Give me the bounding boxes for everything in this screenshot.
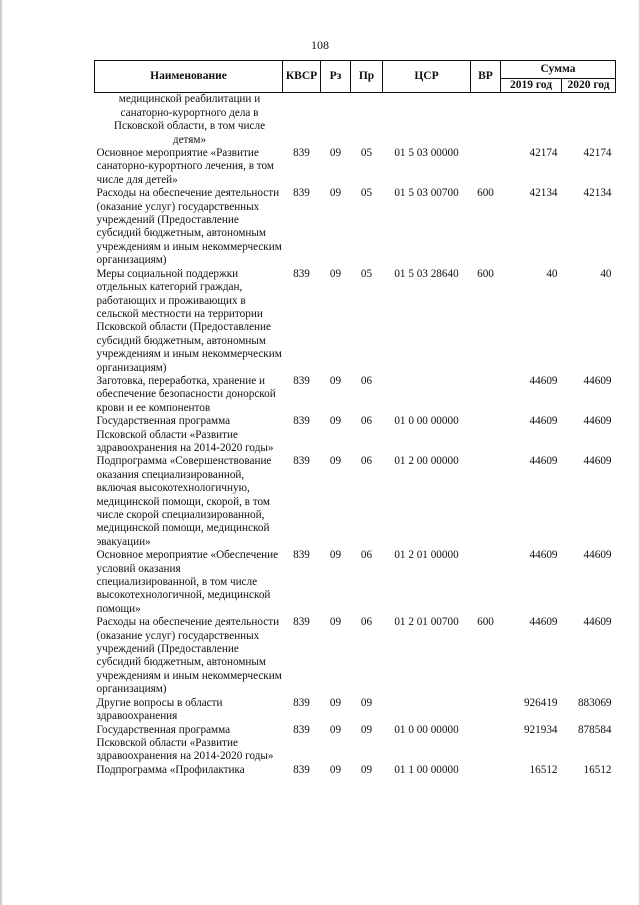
cell-sum-2019: 44609 — [529, 616, 558, 629]
cell-pr: 06 — [360, 549, 373, 562]
cell-sum-2019: 921934 — [523, 723, 558, 736]
cell-kvsr: 839 — [293, 147, 310, 160]
cell-csr: 01 0 00 00000 — [394, 415, 459, 428]
table-row — [95, 724, 616, 764]
cell-vr: 600 — [477, 187, 494, 200]
cell-sum-2019: 44609 — [529, 415, 558, 428]
cell-sum-2019: 926419 — [523, 696, 558, 709]
cell-vr: 600 — [477, 616, 494, 629]
header-pr: Пр — [351, 61, 383, 93]
header-sum: Сумма — [501, 61, 616, 79]
cell-pr: 06 — [360, 415, 373, 428]
table-row — [95, 268, 616, 375]
header-year-2019: 2019 год — [501, 79, 562, 93]
cell-pr: 06 — [360, 455, 373, 468]
cell-rz — [321, 93, 351, 147]
table-row — [95, 415, 616, 455]
table-row — [95, 764, 616, 777]
cell-name: Меры социальной поддержки отдельных категорий граждан, работающих и проживающих в сельской местности на территории Псковской области (Предоставление субсидий бюджетным, автономным учреждениям и иным некоммерческим организациям) — [96, 267, 282, 374]
cell-vr — [471, 375, 501, 415]
header-name: Наименование — [95, 61, 283, 93]
cell-kvsr: 839 — [293, 374, 310, 387]
cell-kvsr: 839 — [293, 616, 310, 629]
table-row — [95, 549, 616, 616]
cell-pr: 09 — [360, 723, 373, 736]
cell-pr: 05 — [360, 187, 373, 200]
cell-vr — [471, 93, 501, 147]
scan-edge-left — [0, 0, 3, 905]
cell-csr: 01 0 00 00000 — [394, 723, 459, 736]
table-row — [95, 187, 616, 267]
cell-pr: 05 — [360, 147, 373, 160]
cell-kvsr: 839 — [293, 549, 310, 562]
cell-name: Основное мероприятие «Обеспечение условий оказания специализированной, в том числе высокотехнологичной, медицинской помощи» — [96, 549, 279, 615]
header-year-2020: 2020 год — [562, 79, 616, 93]
cell-sum-2020 — [562, 93, 616, 147]
table-row — [95, 147, 616, 187]
cell-sum-2020: 44609 — [583, 415, 612, 428]
header-kvsr: КВСР — [283, 61, 321, 93]
cell-pr: 06 — [360, 616, 373, 629]
cell-sum-2020: 44609 — [583, 616, 612, 629]
table-row — [95, 697, 616, 724]
cell-sum-2019: 16512 — [529, 763, 558, 776]
cell-name: Другие вопросы в области здравоохранения — [96, 696, 223, 723]
table-row — [95, 455, 616, 549]
table-row — [95, 93, 616, 147]
cell-kvsr: 839 — [293, 267, 310, 280]
cell-rz: 09 — [329, 187, 342, 200]
cell-rz: 09 — [329, 147, 342, 160]
cell-rz: 09 — [329, 374, 342, 387]
cell-rz: 09 — [329, 763, 342, 776]
cell-kvsr: 839 — [293, 763, 310, 776]
cell-name: Подпрограмма «Совершенствование оказания специализированной, включая высокотехнологичную, медицинской помощи, скорой, в том числе скорой специализированной, медицинской помощи, медицинской эвакуации» — [96, 455, 272, 548]
cell-pr: 09 — [360, 696, 373, 709]
cell-csr: 01 5 03 28640 — [394, 267, 459, 280]
cell-pr: 05 — [360, 267, 373, 280]
cell-kvsr — [283, 93, 321, 147]
cell-csr: 01 5 03 00000 — [394, 147, 459, 160]
cell-csr — [383, 697, 471, 724]
cell-rz: 09 — [329, 267, 342, 280]
cell-sum-2019: 44609 — [529, 549, 558, 562]
cell-kvsr: 839 — [293, 455, 310, 468]
cell-vr — [471, 764, 501, 777]
cell-vr: 600 — [477, 267, 494, 280]
cell-sum-2019: 40 — [546, 267, 558, 280]
cell-sum-2020: 16512 — [583, 763, 612, 776]
cell-name: Подпрограмма «Профилактика — [96, 763, 245, 776]
cell-sum-2019 — [501, 93, 562, 147]
cell-rz: 09 — [329, 616, 342, 629]
cell-rz: 09 — [329, 696, 342, 709]
cell-name: Заготовка, переработка, хранение и обеспечение безопасности донорской крови и ее компонентов — [96, 374, 276, 414]
cell-sum-2020: 42174 — [583, 147, 612, 160]
cell-csr: 01 5 03 00700 — [394, 187, 459, 200]
cell-rz: 09 — [329, 415, 342, 428]
cell-name: Основное мероприятие «Развитие санаторно-курортного лечения, в том числе для детей» — [96, 147, 274, 186]
cell-name: медицинской реабилитации и санаторно-курортного дела в Псковской области, в том числе детям» — [113, 93, 266, 146]
cell-name: Расходы на обеспечение деятельности (оказание услуг) государственных учреждений (Предоставление субсидий бюджетным, автономным учреждениям и иным некоммерческим организациям) — [96, 616, 282, 696]
cell-name: Государственная программа Псковской области «Развитие здравоохранения на 2014-2020 годы» — [96, 723, 274, 763]
cell-csr — [383, 93, 471, 147]
cell-sum-2020: 883069 — [577, 696, 612, 709]
cell-sum-2020: 878584 — [577, 723, 612, 736]
cell-pr: 06 — [360, 374, 373, 387]
cell-csr — [383, 375, 471, 415]
cell-pr: 09 — [360, 763, 373, 776]
cell-csr: 01 2 00 00000 — [394, 455, 459, 468]
cell-csr: 01 1 00 00000 — [394, 763, 459, 776]
table-row — [95, 375, 616, 415]
header-vr: ВР — [471, 61, 501, 93]
cell-sum-2019: 42134 — [529, 187, 558, 200]
cell-sum-2019: 44609 — [529, 455, 558, 468]
cell-sum-2020: 44609 — [583, 549, 612, 562]
cell-csr: 01 2 01 00000 — [394, 549, 459, 562]
cell-vr — [471, 724, 501, 764]
cell-vr — [471, 549, 501, 616]
cell-sum-2019: 44609 — [529, 374, 558, 387]
cell-vr — [471, 415, 501, 455]
cell-vr — [471, 147, 501, 187]
header-rz: Рз — [321, 61, 351, 93]
cell-kvsr: 839 — [293, 723, 310, 736]
cell-sum-2020: 40 — [600, 267, 612, 280]
table-body — [95, 93, 616, 777]
cell-kvsr: 839 — [293, 696, 310, 709]
cell-name: Расходы на обеспечение деятельности (оказание услуг) государственных учреждений (Предоставление субсидий бюджетным, автономным учреждениям и иным некоммерческим организациям) — [96, 187, 282, 267]
cell-name: Государственная программа Псковской области «Развитие здравоохранения на 2014-2020 годы» — [96, 415, 274, 454]
cell-rz: 09 — [329, 549, 342, 562]
cell-vr — [471, 455, 501, 549]
cell-rz: 09 — [329, 455, 342, 468]
cell-vr — [471, 697, 501, 724]
cell-kvsr: 839 — [293, 415, 310, 428]
cell-pr — [351, 93, 383, 147]
table-row — [95, 616, 616, 696]
header-csr: ЦСР — [383, 61, 471, 93]
cell-sum-2020: 44609 — [583, 374, 612, 387]
cell-csr: 01 2 01 00700 — [394, 616, 459, 629]
cell-rz: 09 — [329, 723, 342, 736]
cell-sum-2019: 42174 — [529, 147, 558, 160]
cell-kvsr: 839 — [293, 187, 310, 200]
budget-table — [94, 60, 616, 777]
page-number: 108 — [311, 38, 329, 52]
cell-sum-2020: 44609 — [583, 455, 612, 468]
cell-sum-2020: 42134 — [583, 187, 612, 200]
